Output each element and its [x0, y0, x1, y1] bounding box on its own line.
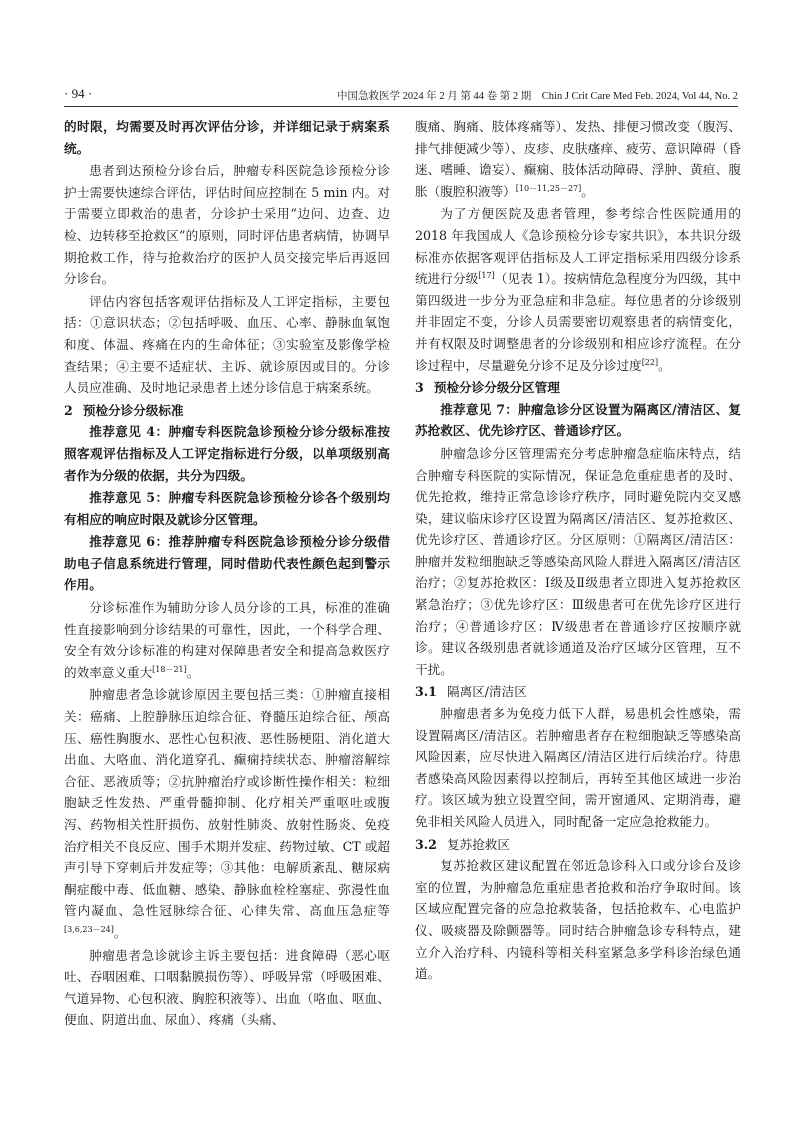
- paragraph: [415, 116, 741, 202]
- paragraph: [64, 597, 390, 683]
- paragraph-end: 。: [658, 357, 671, 373]
- citation-ref: [10－11,25－27]: [515, 183, 582, 193]
- left-column: [64, 116, 390, 1032]
- subsection-heading: [415, 681, 741, 703]
- paragraph-text: 肿瘤患者急诊就诊原因主要包括三类：①肿瘤直接相关：癌痛、上腔静脉压迫综合征、脊髓压迫综合征、颅高压、癌性胸腹水、恶性心包积液、恶性肠梗阻、消化道大出血、大咯血、消化道穿孔、癫痫持续状态、肿瘤溶解综合征、恶液质等；②抗肿瘤治疗或诊断性操作相关：粒细胞缺乏性发热、严重骨髓抑制、化疗相关严重呕吐或腹泻、药物相关性肝损伤、放射性肺炎、放射性肠炎、免疫治疗相关不良反应、围手术期并发症、药物过敏、CT 或超声引导下穿刺后并发症等；③其他：电解质紊乱、糖尿病酮症酸中毒、低血糖、感染、静脉血栓栓塞症、弥漫性血管内凝血、急性冠脉综合征、心律失常、高血压急症等: [64, 687, 390, 919]
- paragraph: 肿瘤患者急诊就诊主诉主要包括：进食障碍（恶心呕吐、吞咽困难、口咽黏膜损伤等）、呼吸异常（呼吸困难、气道异物、心包积液、胸腔积液等）、出血（咯血、呕血、便血、阴道出血、尿血）、疼痛（头痛、: [64, 947, 390, 1028]
- section-title: 预检分诊分级分区管理: [433, 380, 560, 396]
- paragraph: 的时限，均需要及时再次评估分诊，并详细记录于病案系统。: [64, 119, 390, 156]
- paragraph: 患者到达预检分诊台后，肿瘤专科医院急诊预检分诊护士需要快速综合评估，评估时间应控制在 5 min 内。对于需要立即救治的患者，分诊护士采用“边问、边查、边检、边转移至抢救区”的原则，同时评估患者病情，协调早期抢救工作，待与抢救治疗的医护人员交接完毕后再返回分诊台。: [64, 163, 390, 287]
- paragraph-text: 腹痛、胸痛、肢体疼痛等）、发热、排便习惯改变（腹泻、排气排便减少等）、皮疹、皮肤瘙痒、疲劳、意识障碍（昏迷、嗜睡、谵妄）、癫痫、肢体活动障碍、浮肿、黄疸、腹胀（腹腔积液等）: [415, 119, 741, 199]
- subsection-title: 隔离区/清洁区: [447, 684, 527, 700]
- paragraph: [64, 684, 390, 943]
- paragraph-end: 。: [581, 183, 594, 199]
- paragraph-end: 。: [186, 664, 200, 680]
- journal-citation: 中国急救医学 2024 年 2 月 第 44 卷 第 2 期 Chin J Crit Care Med Feb. 2024, Vol 44, No. 2: [337, 91, 738, 102]
- paragraph: 肿瘤急诊分区管理需充分考虑肿瘤急症临床特点，结合肿瘤专科医院的实际情况，保证急危重症患者的及时、优先抢救，维持正常急诊诊疗秩序，同时避免院内交叉感染，建议临床诊疗区设置为隔离区/清洁区、复苏抢救区、优先诊疗区、普通诊疗区。分区原则：①隔离区/清洁区：肿瘤并发粒细胞缺乏等感染高风险人群进入隔离区/清洁区治疗；②复苏抢救区：Ⅰ级及Ⅱ级患者立即进入复苏抢救区紧急治疗；③优先诊疗区：Ⅲ级患者可在优先诊疗区进行治疗；④普通诊疗区：Ⅳ级患者在普通诊疗区按顺序就诊。建议各级别患者就诊通道及治疗区域分区管理，互不干扰。: [415, 445, 741, 677]
- citation-ref: [18－21]: [152, 664, 187, 674]
- paragraph: 肿瘤患者多为免疫力低下人群，易患机会性感染，需设置隔离区/清洁区。若肿瘤患者存在粒细胞缺乏等感染高风险因素，应尽快进入隔离区/清洁区进行后续治疗。待患者感染高风险因素得以控制后，再转至其他区域进一步治疗。该区域为独立设置空间，需开窗通风、定期消毒，避免非相关风险人员进入，同时配备一定应急抢救能力。: [415, 706, 741, 829]
- header-rule: [64, 106, 738, 107]
- section-heading: [64, 400, 390, 422]
- paragraph: 评估内容包括客观评估指标及人工评定指标，主要包括：①意识状态；②包括呼吸、血压、心率、静脉血氧饱和度、体温、疼痛在内的生命体征；③实验室及影像学检查结果；④主要不适症状、主诉、就诊原因或目的。分诊人员应准确、及时地记录患者上述分诊信息于病案系统。: [64, 293, 390, 396]
- recommendation: 推荐意见 7：肿瘤急诊分区设置为隔离区/清洁区、复苏抢救区、优先诊疗区、普通诊疗区。: [415, 401, 741, 439]
- paragraph-text: （见表 1）。按病情危急程度分为四级，其中第四级进一步分为亚急症和非急症。每位患者的分诊级别并非固定不变，分诊人员需要密切观察患者的病情变化，并有权限及时调整患者的分诊级别和相应诊疗流程。在分诊过程中，尽量避免分诊不足及分诊过度: [415, 271, 742, 373]
- section-title: 预检分诊分级标准: [82, 402, 184, 418]
- running-header: [64, 86, 738, 108]
- recommendation: 推荐意见 5：肿瘤专科医院急诊预检分诊各个级别均有相应的响应时限及就诊分区管理。: [64, 490, 390, 527]
- section-number: 2: [64, 402, 73, 418]
- paragraph-text: 为了方便医院及患者管理，参考综合性医院通用的 2018 年我国成人《急诊预检分诊专家共识》，本共识分级标准亦依据客观评估指标及人工评定指标采用四级分诊系统进行分级: [415, 206, 741, 287]
- page-number: · 94 ·: [64, 86, 93, 101]
- paragraph-end: 。: [113, 924, 127, 940]
- subsection-heading: [415, 834, 741, 856]
- recommendation: 推荐意见 6：推荐肿瘤专科医院急诊预检分诊分级借助电子信息系统进行管理，同时借助代表性颜色起到警示作用。: [64, 534, 390, 593]
- citation-ref: [3,6,23－24]: [64, 924, 114, 934]
- section-heading: [415, 377, 741, 399]
- paragraph-text: 分诊标准作为辅助分诊人员分诊的工具，标准的准确性直接影响到分诊结果的可靠性，因此，一个科学合理、安全有效分诊标准的构建对保障患者安全和提高急救医疗的效率意义重大: [64, 600, 390, 680]
- right-column: [415, 116, 741, 986]
- paragraph: [415, 203, 741, 376]
- paragraph: 复苏抢救区建议配置在邻近急诊科入口或分诊台及诊室的位置，为肿瘤急危重症患者抢救和治疗争取时间。该区域应配置完备的应急抢救装备，包括抢救车、心电监护仪、吸痰器及除颤器等。同时结合肿瘤急诊专科特点，建立介入治疗科、内镜科等相关科室紧急多学科诊治绿色通道。: [415, 858, 741, 982]
- section-number: 3: [415, 380, 424, 396]
- citation-ref: [17]: [478, 271, 495, 281]
- citation-ref: [22]: [641, 357, 659, 367]
- subsection-title: 复苏抢救区: [447, 836, 510, 852]
- subsection-number: 3.1: [415, 684, 437, 700]
- subsection-number: 3.2: [415, 836, 437, 852]
- recommendation: 推荐意见 4：肿瘤专科医院急诊预检分诊分级标准按照客观评估指标及人工评定指标进行分级，以单项级别高者作为分级的依据，共分为四级。: [64, 424, 390, 483]
